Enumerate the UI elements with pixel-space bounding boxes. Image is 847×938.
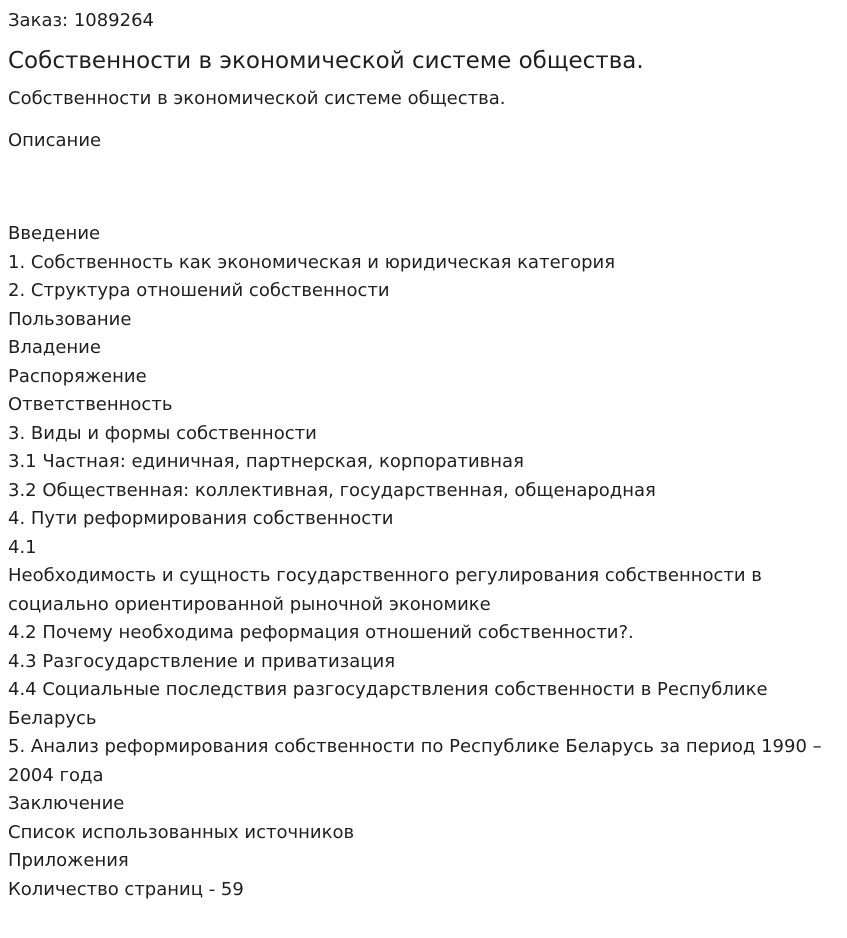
- table-of-contents: [8, 220, 839, 904]
- toc-item: Заключение: [8, 793, 125, 814]
- toc-item: Приложения: [8, 850, 129, 871]
- toc-item: 4. Пути реформирования собственности: [8, 508, 394, 529]
- toc-item: 4.4 Социальные последствия разгосударствления собственности в Республике Беларусь: [8, 679, 774, 729]
- toc-item: Пользование: [8, 308, 132, 330]
- page-subtitle: Собственности в экономической системе общества.: [8, 88, 506, 109]
- toc-item: 1. Собственность как экономическая и юридическая категория: [8, 251, 616, 273]
- toc-item: Владение: [8, 337, 101, 358]
- toc-item: 4.1: [8, 536, 37, 558]
- toc-item: Список использованных источников: [8, 821, 355, 843]
- toc-item: Ответственность: [8, 394, 173, 415]
- description-heading: Описание: [8, 130, 102, 151]
- toc-item: 3. Виды и формы собственности: [8, 422, 317, 444]
- toc-item: 4.3 Разгосударствление и приватизация: [8, 650, 396, 672]
- toc-item: 4.2 Почему необходима реформация отношений собственности?.: [8, 622, 634, 643]
- order-number: Заказ: 1089264: [8, 10, 154, 31]
- toc-item: 2. Структура отношений собственности: [8, 280, 390, 301]
- toc-item: 3.2 Общественная: коллективная, государственная, общенародная: [8, 479, 656, 501]
- toc-item: Необходимость и сущность государственного регулирования собственности в социально ориентированной рыночной экономике: [8, 565, 768, 615]
- page-title: Собственности в экономической системе общества.: [8, 48, 644, 74]
- toc-item: Распоряжение: [8, 365, 147, 387]
- toc-item: 3.1 Частная: единичная, партнерская, корпоративная: [8, 451, 524, 472]
- toc-item: 5. Анализ реформирования собственности по Республике Беларусь за период 1990 – 2004 года: [8, 736, 828, 786]
- toc-item: Количество страниц - 59: [8, 878, 244, 900]
- toc-item: Введение: [8, 223, 101, 244]
